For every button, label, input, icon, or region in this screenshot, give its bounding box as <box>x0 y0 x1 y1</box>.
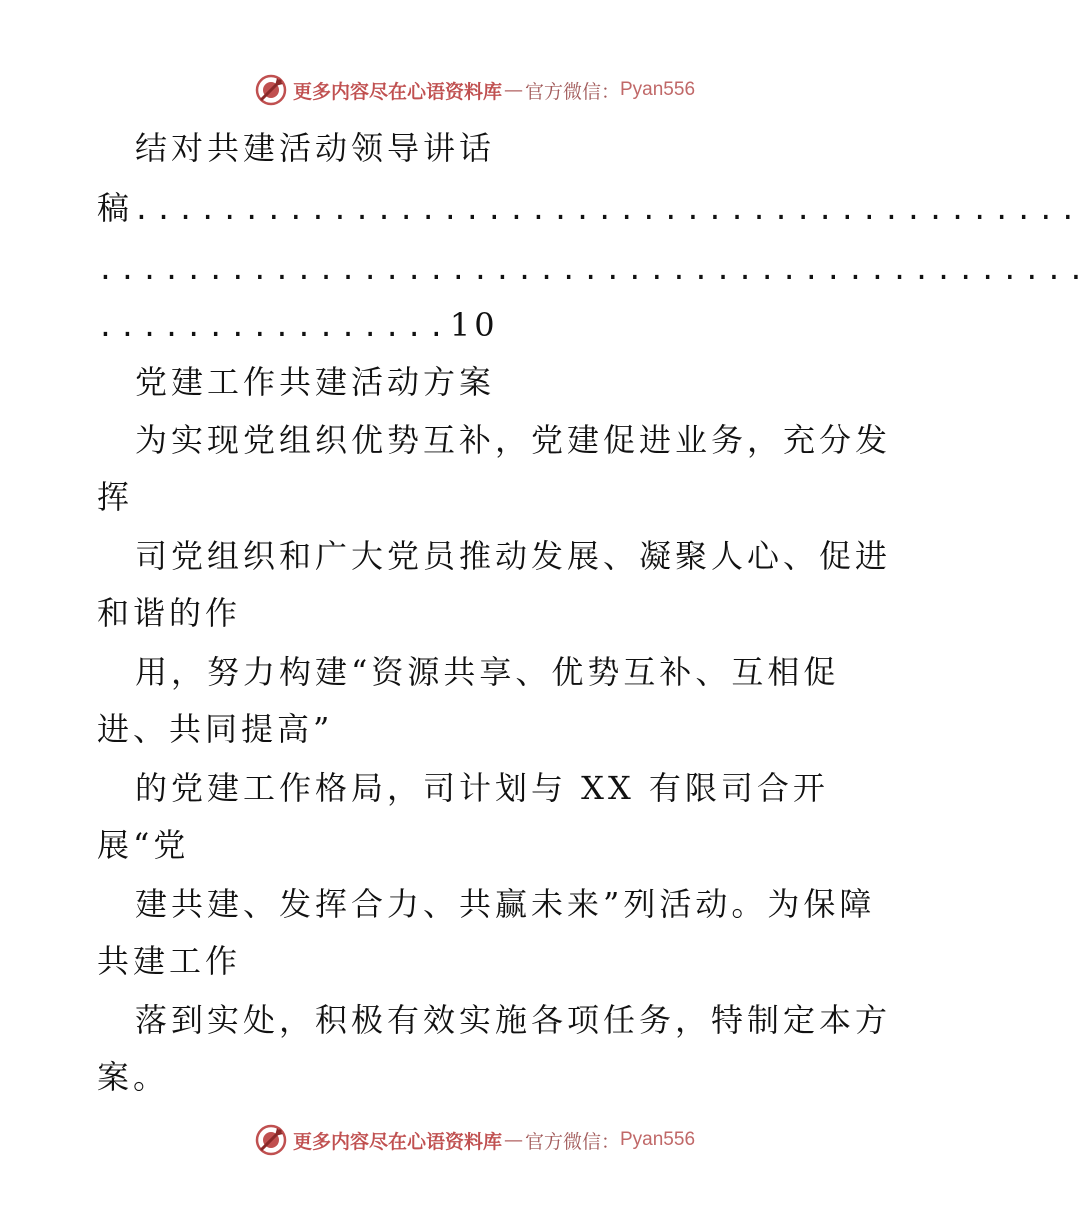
toc-entry-line3 <box>97 248 1090 290</box>
paragraph-line: 挥 <box>97 478 134 516</box>
toc-entry-title: 结对共建活动领导讲话 <box>135 129 496 167</box>
section-heading: 党建工作共建活动方案 <box>135 363 496 401</box>
watermark-banner-bottom <box>0 1120 950 1160</box>
paragraph-line: 和谐的作 <box>97 594 242 632</box>
watermark-brand: 更多内容尽在心语资料库 <box>292 80 502 103</box>
toc-entry-title-end: 稿 <box>97 189 134 227</box>
watermark-wechat-label: 官方微信： <box>524 80 620 103</box>
toc-leader-dots-3: ................ <box>97 310 450 343</box>
watermark-banner-top <box>0 70 950 110</box>
paragraph-line: 为实现党组织优势互补，党建促进业务，充分发 <box>135 421 892 459</box>
toc-entry-line2 <box>97 188 1082 230</box>
quill-logo-icon <box>255 74 287 106</box>
paragraph-line: 案。 <box>97 1058 170 1096</box>
toc-leader-dots-1: ........................................... <box>133 193 1082 226</box>
paragraph-line: 建共建、发挥合力、共赢未来”列活动。为保障 <box>135 885 876 923</box>
paragraph-line: 共建工作 <box>97 942 242 980</box>
watermark-wechat-label: 官方微信： <box>524 1130 620 1153</box>
toc-entry-line4 <box>97 305 499 347</box>
watermark-wechat-id: Pyan556 <box>620 79 696 100</box>
toc-leader-dots-2: ............................................. <box>97 253 1090 286</box>
paragraph-line: 的党建工作格局，司计划与 XX 有限司合开 <box>135 769 829 807</box>
paragraph-line: 进、共同提高” <box>97 710 334 748</box>
watermark-dash: — <box>503 1129 523 1151</box>
paragraph-line: 落到实处，积极有效实施各项任务，特制定本方 <box>135 1001 892 1039</box>
quill-logo-icon <box>255 1124 287 1156</box>
watermark-wechat-id: Pyan556 <box>620 1129 696 1150</box>
toc-page-number: 10 <box>449 306 499 344</box>
watermark-dash: — <box>503 79 523 101</box>
paragraph-line: 展“党 <box>97 826 190 864</box>
paragraph-line: 用，努力构建“资源共享、优势互补、互相促 <box>135 653 840 691</box>
watermark-brand: 更多内容尽在心语资料库 <box>292 1130 502 1153</box>
paragraph-line: 司党组织和广大党员推动发展、凝聚人心、促进 <box>135 537 892 575</box>
